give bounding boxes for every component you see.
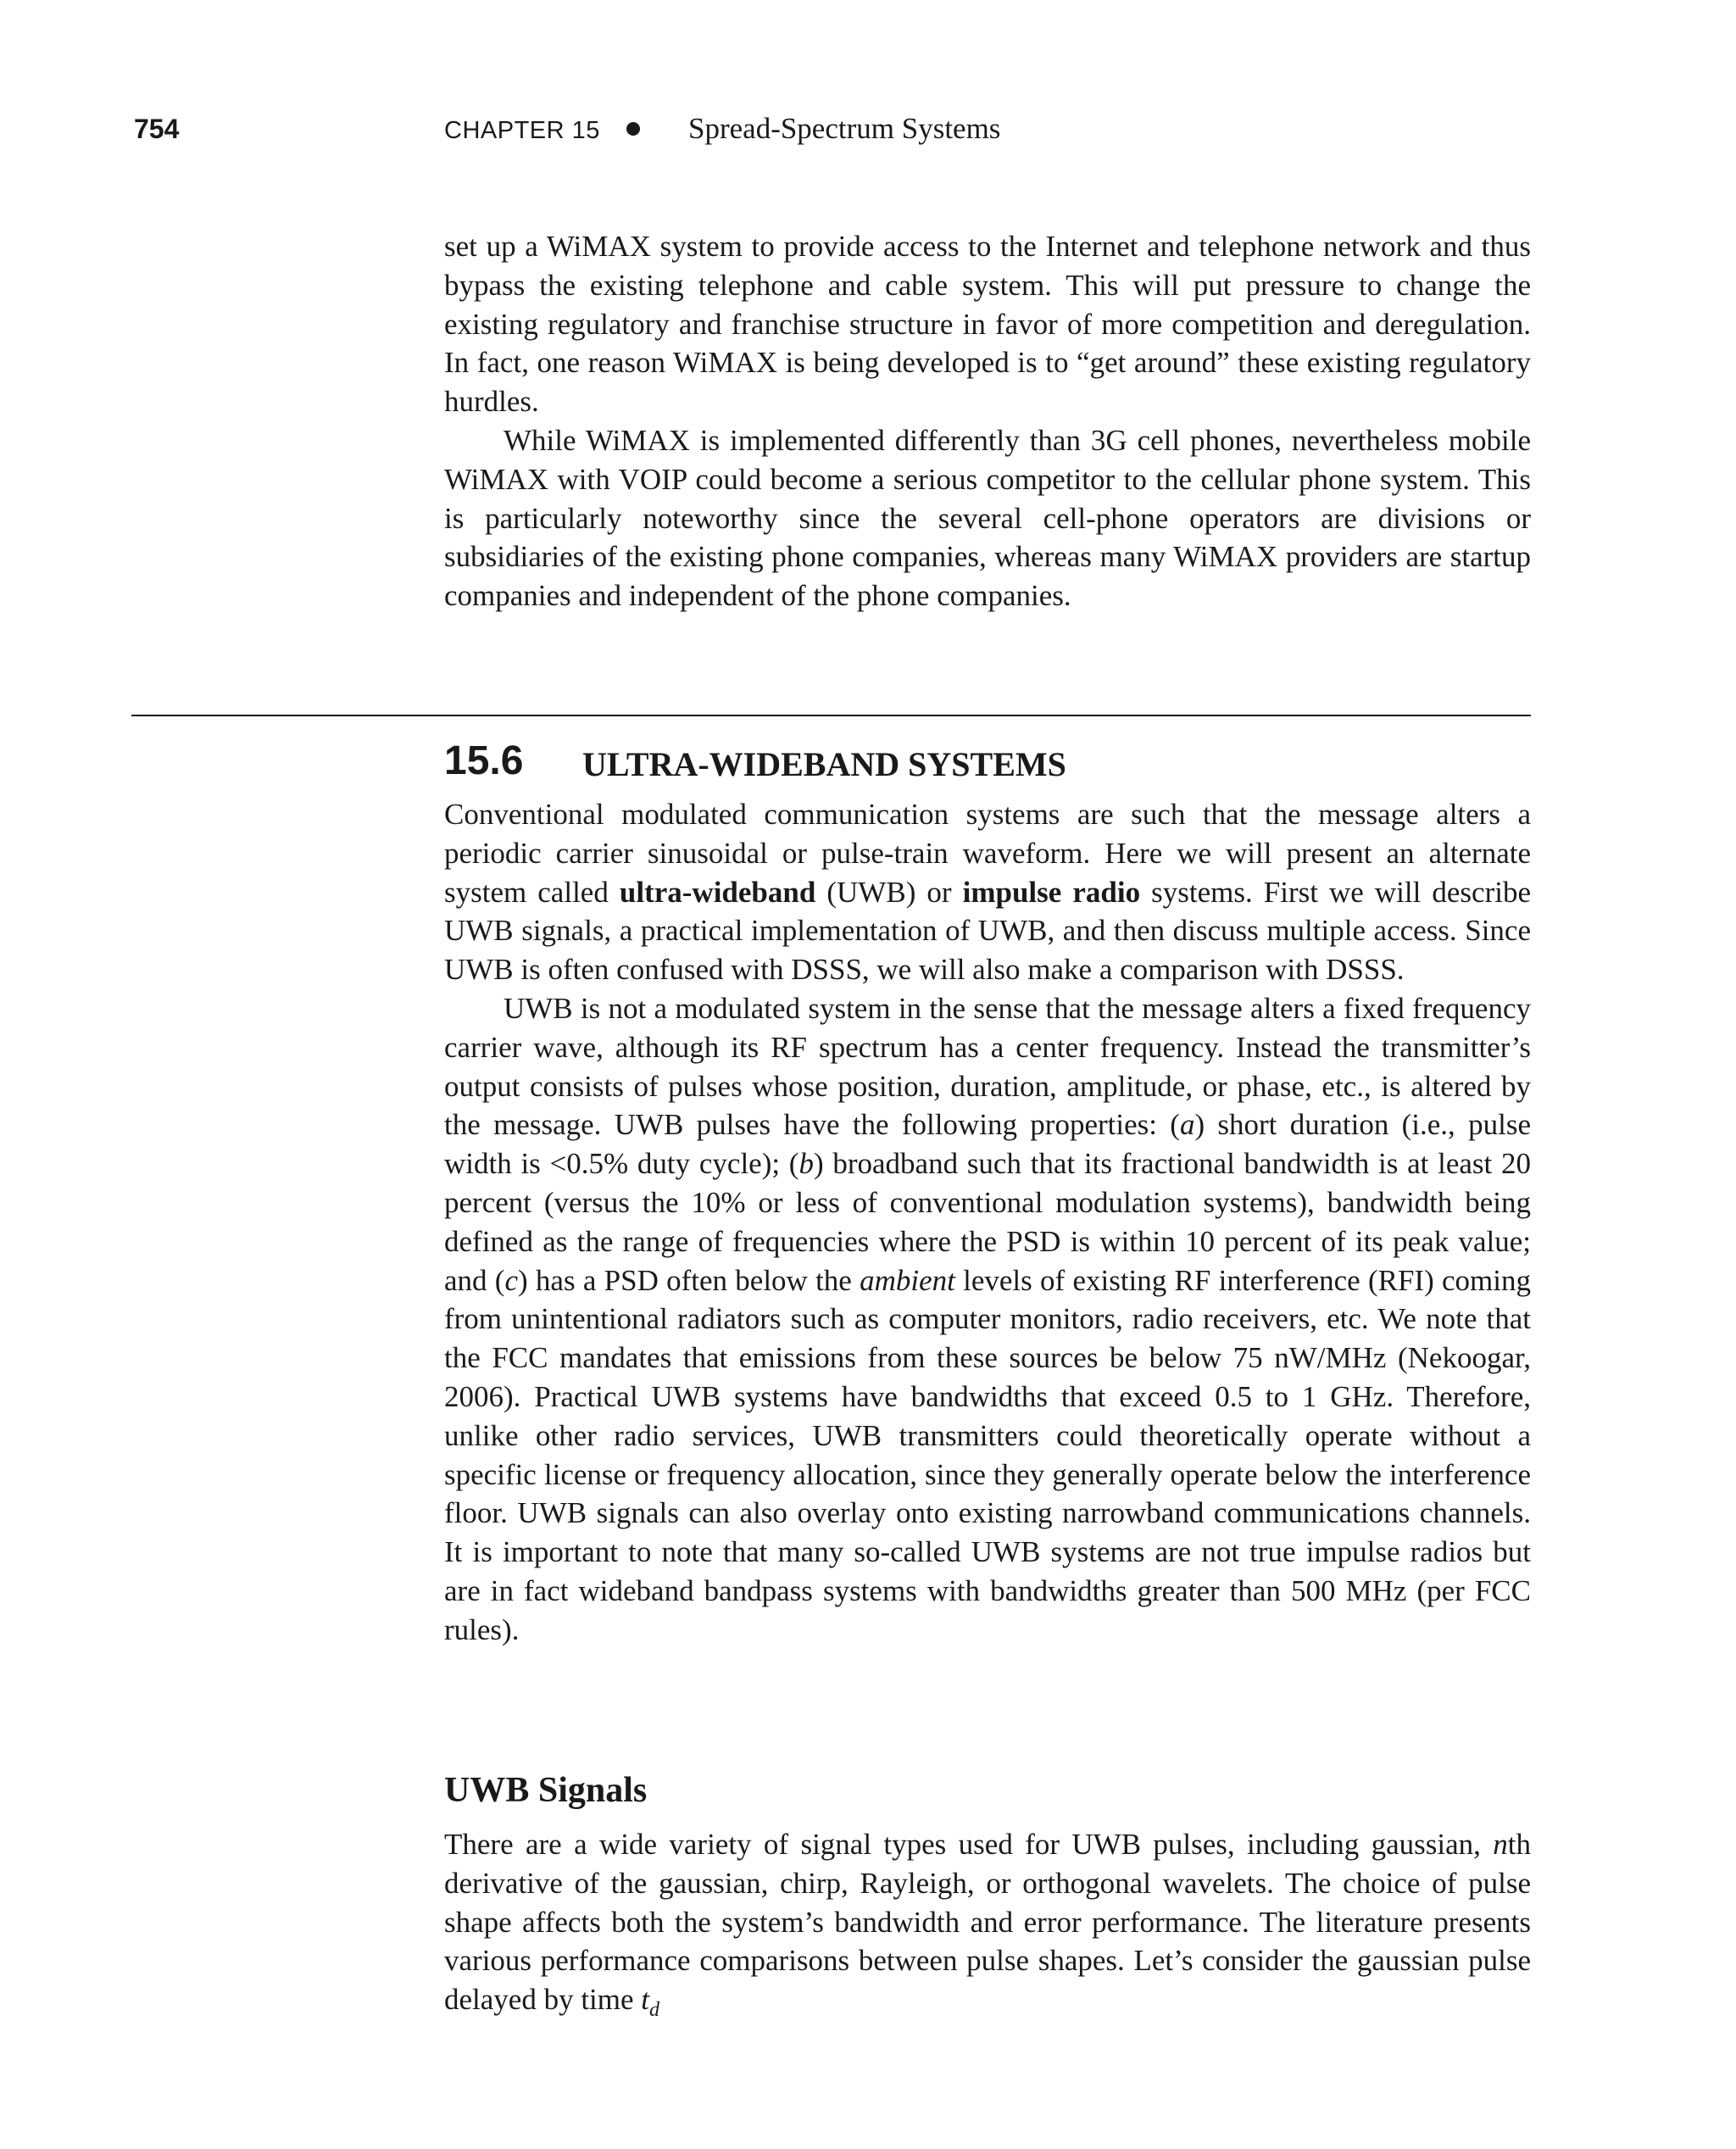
paragraph (444, 989, 1531, 1650)
section-number: 15.6 (444, 738, 524, 783)
text-run: UWB is not a modulated system in the sense that the message alters a fixed frequency carrier wave, although its RF spectrum has a center frequency. Instead the transmitter’s output consists of pulses whose position, duration, amplitude, or phase, etc., is altered by the message. UWB pulses have the following properties: ( (444, 991, 1531, 1142)
chapter-title: Spread-Spectrum Systems (688, 112, 1001, 145)
math-t: t (641, 1983, 650, 2017)
text-run: ) short duration (i.e., pulse width is <0.5% duty cycle); ( (444, 1108, 1531, 1181)
item-label-b: b (798, 1147, 814, 1181)
bullet-separator-icon (626, 122, 640, 136)
section-heading (444, 736, 1531, 787)
subsection-body (444, 1825, 1531, 2022)
subsection-heading: UWB Signals (444, 1771, 648, 1810)
paragraph (444, 1825, 1531, 2022)
chapter-label: CHAPTER 15 (444, 117, 600, 144)
paragraph: set up a WiMAX system to provide access to the Internet and telephone network and thus bypass the existing telephone and cable system. This will put pressure to change the existing regulatory and franchise structure in favor of more competition and deregulation. In fact, one reason WiMAX is being developed is to “get around” these existing regulatory hurdles. (444, 230, 1531, 419)
section-title: ULTRA-WIDEBAND SYSTEMS (582, 745, 1066, 783)
math-n: n (1493, 1828, 1508, 1861)
text-run: ) has a PSD often below the (518, 1263, 860, 1297)
page-number: 754 (134, 114, 180, 144)
paragraph: While WiMAX is implemented differently than 3G cell phones, nevertheless mobile WiMAX with VOIP could become a serious competitor to the cellular phone system. This is particularly noteworthy since the several cell-phone operators are divisions or subsidiaries of the existing phone companies, whereas many WiMAX providers are startup companies and independent of the phone companies. (444, 423, 1531, 613)
text-run: th derivative of the gaussian, chirp, Rayleigh, or orthogonal wavelets. The choice of pulse shape affects both the system’s bandwidth and error performance. The literature presents various performance comparisons between pulse shapes. Let’s consider the gaussian pulse delayed by time (444, 1828, 1531, 2017)
text-run: ) broadband such that its fractional bandwidth is at least 20 percent (versus the 10% or less of conventional modulation systems), bandwidth being defined as the range of frequencies where the PSD is within 10 percent of its peak value; and ( (444, 1147, 1531, 1297)
top-text-block (444, 227, 1531, 615)
text-run: levels of existing RF interference (RFI) coming from unintentional radiators such as computer monitors, radio receivers, etc. We note that the FCC mandates that emissions from these sources be below 75 nW/MHz (Nekoogar, 2006). Practical UWB systems have bandwidths that exceed 0.5 to 1 GHz. Therefore, unlike other radio services, UWB transmitters could theoretically operate without a specific license or frequency allocation, since they generally operate below the interference floor. UWB signals can also overlay onto existing narrowband communications channels. It is important to note that many so-called UWB systems are not true impulse radios but are in fact wideband bandpass systems with bandwidths greater than 500 MHz (per FCC rules). (444, 1263, 1531, 1646)
emphasis-ambient: ambient (860, 1263, 955, 1297)
running-header (0, 110, 1736, 153)
text-run: Conventional modulated communication systems are such that the message alters a periodic carrier sinusoidal or pulse-train waveform. Here we will present an alternate system called (444, 798, 1531, 909)
section-body (444, 795, 1531, 1650)
item-label-c: c (504, 1263, 518, 1297)
term-ultra-wideband: ultra-wideband (619, 875, 816, 909)
text-run: (UWB) or (815, 875, 963, 909)
text-run: There are a wide variety of signal types used for UWB pulses, including gaussian, (444, 1828, 1494, 1861)
paragraph (444, 795, 1531, 989)
item-label-a: a (1179, 1108, 1195, 1142)
term-impulse-radio: impulse radio (962, 875, 1141, 909)
text-run: systems. First we will describe UWB signals, a practical implementation of UWB, and then discuss multiple access. Since UWB is often confused with DSSS, we will also make a comparison with DSSS. (444, 875, 1531, 987)
math-subscript-d: d (649, 1999, 660, 2022)
section-divider (131, 715, 1531, 716)
